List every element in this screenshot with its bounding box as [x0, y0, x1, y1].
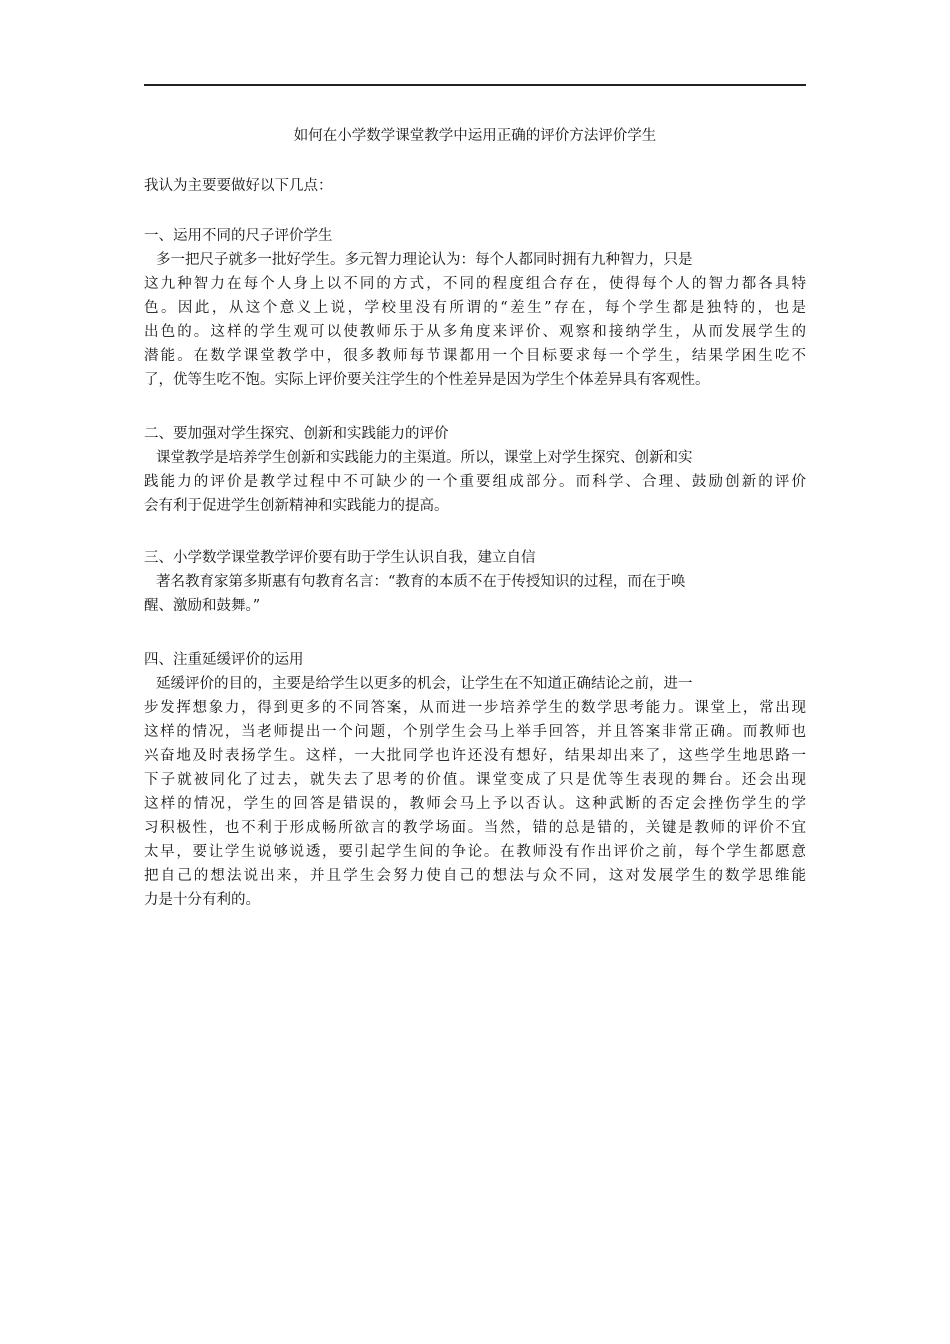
paragraph-line: 多一把尺子就多一批好学生。多元智力理论认为：每个人都同时拥有九种智力，只是 — [156, 252, 693, 268]
document-page — [144, 0, 806, 1344]
paragraph-line: 兴奋地及时表扬学生。这样，一大批同学也许还没有想好，结果却出来了，这些学生地思路一 — [144, 748, 806, 764]
intro-text: 我认为主要要做好以下几点： — [144, 178, 333, 194]
paragraph-line: 习积极性，也不利于形成畅所欲言的教学场面。当然，错的总是错的，关键是教师的评价不宜 — [144, 820, 806, 836]
paragraph-line: 践能力的评价是教学过程中不可缺少的一个重要组成部分。而科学、合理、鼓励创新的评价 — [144, 474, 806, 490]
paragraph-line: 会有利于促进学生创新精神和实践能力的提高。 — [144, 498, 449, 514]
paragraph-line: 太早，要让学生说够说透，要引起学生间的争论。在教师没有作出评价之前，每个学生都愿意 — [144, 844, 806, 860]
paragraph-line: 下子就被同化了过去，就失去了思考的价值。课堂变成了只是优等生表现的舞台。还会出现 — [144, 772, 806, 788]
paragraph-line: 课堂教学是培养学生创新和实践能力的主渠道。所以，课堂上对学生探究、创新和实 — [156, 450, 693, 466]
section-heading: 一、运用不同的尺子评价学生 — [144, 228, 333, 244]
paragraph-line: 这九种智力在每个人身上以不同的方式，不同的程度组合存在，使得每个人的智力都各具特 — [144, 276, 806, 292]
paragraph-line: 力是十分有利的。 — [144, 892, 260, 908]
paragraph-line: 这样的情况，当老师提出一个问题，个别学生会马上举手回答，并且答案非常正确。而教师也 — [144, 724, 806, 740]
paragraph-line: 醒、激励和鼓舞。” — [144, 598, 261, 614]
header-rule — [144, 84, 806, 86]
section-heading: 三、小学数学课堂教学评价要有助于学生认识自我，建立自信 — [144, 550, 536, 566]
paragraph-line: 出色的。这样的学生观可以使教师乐于从多角度来评价、观察和接纳学生，从而发展学生的 — [144, 324, 806, 340]
section-heading: 二、要加强对学生探究、创新和实践能力的评价 — [144, 426, 449, 442]
section-3 — [144, 546, 806, 618]
paragraph-line: 潜能。在数学课堂教学中，很多教师每节课都用一个目标要求每一个学生，结果学困生吃不 — [144, 348, 806, 364]
paragraph-line: 色。因此，从这个意义上说，学校里没有所谓的“差生”存在，每个学生都是独特的，也是 — [144, 300, 806, 316]
paragraph-line: 延缓评价的目的，主要是给学生以更多的机会，让学生在不知道正确结论之前，进一 — [156, 676, 693, 692]
paragraph-line: 步发挥想象力，得到更多的不同答案，从而进一步培养学生的数学思考能力。课堂上，常出现 — [144, 700, 806, 716]
section-1 — [144, 224, 806, 392]
paragraph-line: 著名教育家第多斯惠有句教育名言：“教育的本质不在于传授知识的过程，而在于唤 — [156, 574, 686, 590]
section-heading: 四、注重延缓评价的运用 — [144, 652, 304, 668]
paragraph-line: 这样的情况，学生的回答是错误的，教师会马上予以否认。这种武断的否定会挫伤学生的学 — [144, 796, 806, 812]
document-title: 如何在小学数学课堂教学中运用正确的评价方法评价学生 — [293, 128, 657, 144]
section-4 — [144, 648, 806, 912]
section-2 — [144, 422, 806, 518]
paragraph-line: 了，优等生吃不饱。实际上评价要关注学生的个性差异是因为学生个体差异具有客观性。 — [144, 372, 710, 388]
paragraph-line: 把自己的想法说出来，并且学生会努力使自己的想法与众不同，这对发展学生的数学思维能 — [144, 868, 806, 884]
